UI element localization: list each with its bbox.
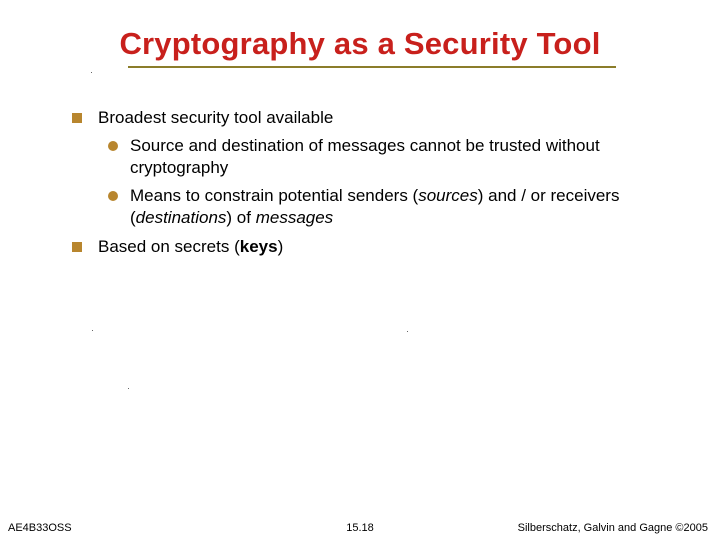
stray-dot <box>407 331 408 332</box>
text-segment: Means to constrain potential senders ( <box>130 186 419 205</box>
subbullet-line-2 <box>130 207 670 229</box>
bullet-text <box>98 236 283 258</box>
round-bullet-icon <box>108 141 118 151</box>
subbullet-line-1 <box>130 185 670 207</box>
slide-title: Cryptography as a Security Tool <box>119 26 601 61</box>
text-segment: Based on secrets ( <box>98 237 240 256</box>
italic-segment: messages <box>255 208 334 227</box>
stray-dot <box>128 388 129 389</box>
bold-segment: keys <box>239 237 278 256</box>
subbullet-line-1: Source and destination of messages cannot be trusted without <box>130 136 600 155</box>
subbullet-text <box>130 185 670 229</box>
subbullet-text <box>130 135 670 179</box>
italic-segment: destinations <box>135 208 227 227</box>
square-bullet-icon <box>72 113 82 123</box>
square-bullet-icon <box>72 242 82 252</box>
italic-segment: sources <box>418 186 478 205</box>
footer-copyright: Silberschatz, Galvin and Gagne ©2005 <box>517 522 708 534</box>
subbullet-line-2: cryptography <box>130 158 229 177</box>
footer-course-code: AE4B33OSS <box>8 522 72 534</box>
text-segment: ) and / or receivers <box>477 186 620 205</box>
bullet-text: Broadest security tool available <box>98 108 334 127</box>
stray-dot <box>91 72 92 73</box>
round-bullet-icon <box>108 191 118 201</box>
stray-dot <box>92 330 93 331</box>
text-segment: ) <box>277 237 284 256</box>
footer-page-number: 15.18 <box>346 522 374 534</box>
text-segment: ( <box>130 208 136 227</box>
title-underline <box>128 66 616 68</box>
text-segment: ) of <box>226 208 256 227</box>
